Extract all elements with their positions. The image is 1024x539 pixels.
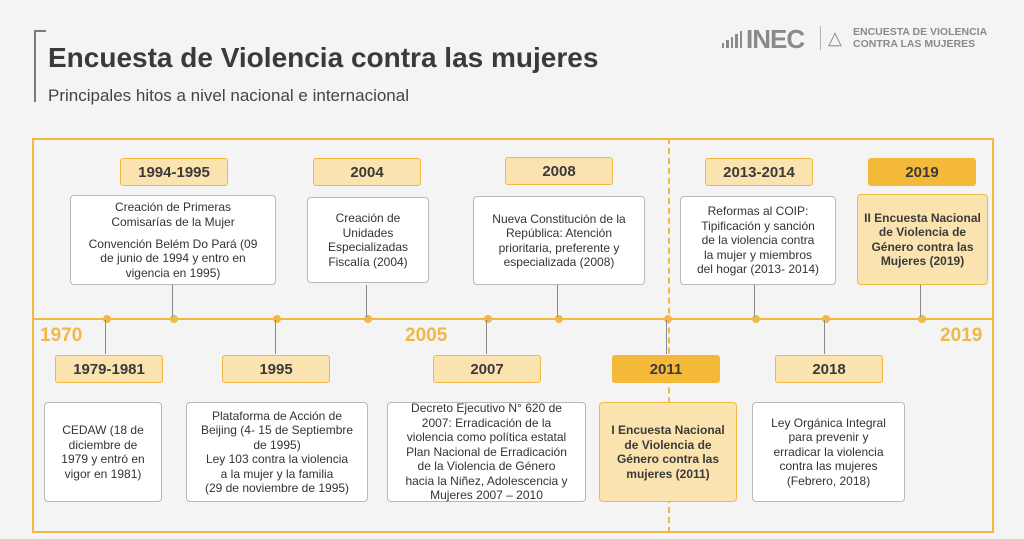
event-box-2007: Decreto Ejecutivo N° 620 de 2007: Erradicación de la violencia como política estatal Plan Nacional de Erradicación de la Violencia de Género hacia la Niñez, Adolescencia y Mujeres 2007 – 2010 bbox=[387, 402, 586, 502]
year-label-1994-1995: 1994-1995 bbox=[120, 158, 228, 186]
connector-line bbox=[105, 320, 106, 354]
year-label-1979-1981: 1979-1981 bbox=[55, 355, 163, 383]
page-title: Encuesta de Violencia contra las mujeres bbox=[48, 42, 599, 73]
axis-label-start: 1970 bbox=[40, 325, 83, 346]
year-label-2019: 2019 bbox=[868, 158, 976, 186]
axis-label-mid: 2005 bbox=[405, 325, 448, 346]
connector-line bbox=[557, 285, 558, 317]
connector-line bbox=[275, 320, 276, 354]
connector-line bbox=[172, 285, 173, 317]
year-label-2018: 2018 bbox=[775, 355, 883, 383]
year-label-2011: 2011 bbox=[612, 355, 720, 383]
event-box-2004: Creación de Unidades Especializadas Fiscalía (2004) bbox=[307, 197, 429, 283]
axis-label-end: 2019 bbox=[940, 325, 983, 346]
event-box-1995: Plataforma de Acción de Beijing (4- 15 de Septiembre de 1995) Ley 103 contra la violencia a la mujer y la familia (29 de noviembre de 1995) bbox=[186, 402, 368, 502]
event-box-2008: Nueva Constitución de la República: Atención prioritaria, preferente y especializada (2008) bbox=[473, 196, 645, 285]
year-label-2007: 2007 bbox=[433, 355, 541, 383]
connector-line bbox=[754, 285, 755, 317]
connector-line bbox=[920, 285, 921, 317]
event-box-1994-1995: Creación de Primeras Comisarías de la Mujer Convención Belém Do Pará (09 de junio de 1994 y entro en vigencia en 1995) bbox=[70, 195, 276, 285]
event-box-2011: I Encuesta Nacional de Violencia de Género contra las mujeres (2011) bbox=[599, 402, 737, 502]
connector-line bbox=[486, 320, 487, 354]
year-label-2013-2014: 2013-2014 bbox=[705, 158, 813, 186]
bars-icon bbox=[722, 30, 742, 48]
page-subtitle: Principales hitos a nivel nacional e internacional bbox=[48, 86, 409, 105]
event-box-2018: Ley Orgánica Integral para prevenir y erradicar la violencia contra las mujeres (Febrero, 2018) bbox=[752, 402, 905, 502]
title-bracket bbox=[34, 30, 46, 102]
event-box-1979-1981: CEDAW (18 de diciembre de 1979 y entró en vigor en 1981) bbox=[44, 402, 162, 502]
event-box-2019: II Encuesta Nacional de Violencia de Género contra las Mujeres (2019) bbox=[857, 194, 988, 285]
logo-separator bbox=[820, 26, 821, 50]
connector-line bbox=[824, 320, 825, 354]
event-box-2013-2014: Reformas al COIP: Tipificación y sanción de la violencia contra la mujer y miembros del hogar (2013- 2014) bbox=[680, 196, 836, 285]
survey-logo-text: ENCUESTA DE VIOLENCIA CONTRA LAS MUJERES bbox=[853, 26, 988, 50]
year-label-2008: 2008 bbox=[505, 157, 613, 185]
connector-line bbox=[666, 320, 667, 354]
inec-logo: INEC bbox=[746, 24, 805, 54]
year-label-1995: 1995 bbox=[222, 355, 330, 383]
connector-line bbox=[366, 285, 367, 317]
year-label-2004: 2004 bbox=[313, 158, 421, 186]
triangle-logo-icon: △ bbox=[828, 28, 842, 48]
